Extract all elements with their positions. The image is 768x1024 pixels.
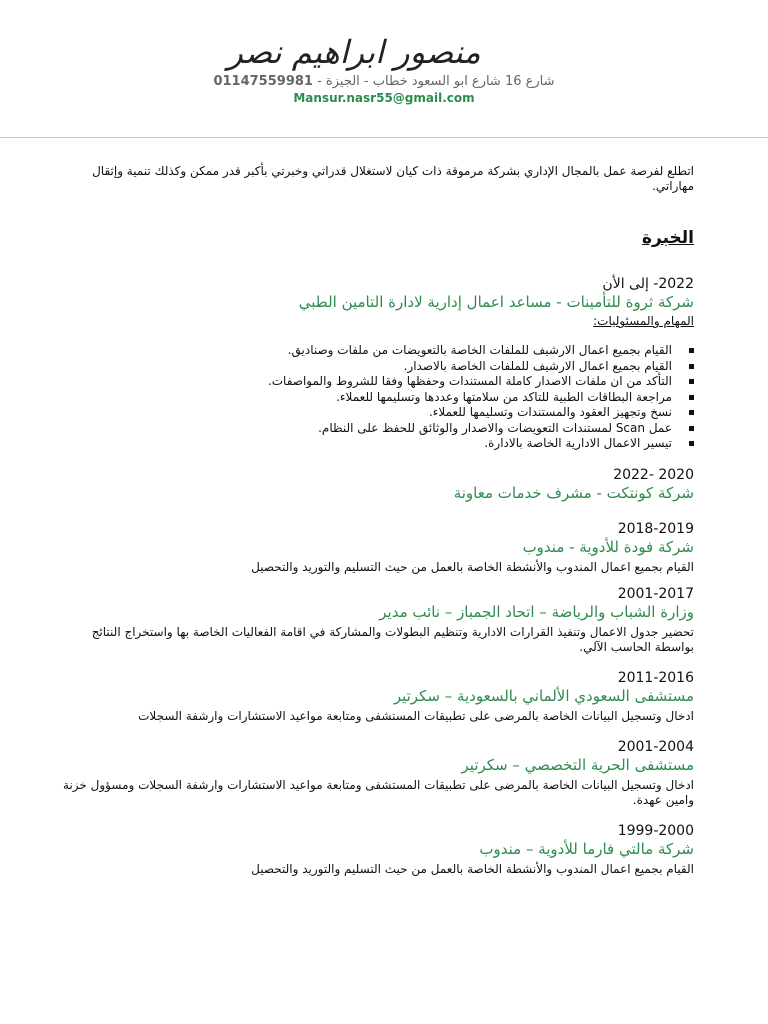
contact-line bbox=[0, 73, 768, 90]
task-item: نسخ وتجهيز العقود والمستندات وتسليمها للعملاء. bbox=[56, 405, 672, 421]
career-objective: اتطلع لفرصة عمل بالمجال الإداري بشركة مرموقة ذات كيان لاستغلال قدراتي وخبرتي بأكبر قدر ممكن وكذلك تنمية وإثقال مهاراتي. bbox=[92, 164, 694, 193]
job-description: ادخال وتسجيل البيانات الخاصة بالمرضى على تطبيقات المستشفى ومتابعة مواعيد الاستشارات وارشفة السجلات ومسؤول خزنة وامين عهدة. bbox=[63, 777, 694, 807]
job-entry bbox=[56, 738, 694, 808]
job-description: تحضير جدول الاعمال وتنفيذ القرارات الادارية وتنظيم البطولات والمشاركة في اقامة الفعاليات الخاصة بها واستخراج النتائج بواسطة الحاسب الآلي. bbox=[91, 624, 694, 654]
job-entry bbox=[56, 585, 694, 655]
task-item: القيام بجميع اعمال الارشيف للملفات الخاصة بالاصدار. bbox=[56, 359, 672, 375]
resume-body bbox=[56, 164, 694, 877]
candidate-name: منصور ابراهيم نصر bbox=[227, 33, 481, 71]
job-description: القيام بجميع اعمال المندوب والأنشطة الخاصة بالعمل من حيث التسليم والتوريد والتحصيل bbox=[251, 559, 694, 574]
job-years: 2018-2019 bbox=[617, 520, 694, 537]
job-title: مستشفى السعودي الألماني بالسعودية – سكرتير bbox=[393, 686, 694, 705]
job-entry bbox=[56, 822, 694, 877]
job-years: 2001-2017 bbox=[617, 585, 694, 602]
email-address: Mansur.nasr55@gmail.com bbox=[293, 91, 475, 105]
experience-heading: الخبرة bbox=[641, 228, 694, 248]
task-item: تيسير الاعمال الادارية الخاصة بالادارة. bbox=[56, 436, 672, 452]
responsibilities-label: المهام والمسئوليات: bbox=[593, 314, 694, 328]
job-title: شركة مالتي فارما للأدوية – مندوب bbox=[479, 839, 694, 858]
task-item: التأكد من ان ملفات الاصدار كاملة المستندات وحفظها وفقا للشروط والمواصفات. bbox=[56, 374, 672, 390]
header-divider bbox=[0, 137, 768, 138]
task-item: مراجعة البطاقات الطبية للتاكد من سلامتها وعددها وتسليمها للعملاء. bbox=[56, 390, 672, 406]
job-title: مستشفى الحرية التخصصي – سكرتير bbox=[461, 755, 694, 774]
job-title: وزارة الشباب والرياضة – اتحاد الجمباز – نائب مدير bbox=[379, 602, 694, 621]
job-entry bbox=[56, 520, 694, 575]
job-entry bbox=[56, 275, 694, 452]
job-description: ادخال وتسجيل البيانات الخاصة بالمرضى على تطبيقات المستشفى ومتابعة مواعيد الاستشارات وارشفة السجلات bbox=[138, 708, 694, 723]
phone-number: 01147559981 bbox=[213, 74, 313, 89]
job-title: شركة ثروة للتأمينات - مساعد اعمال إدارية لادارة التامين الطبي bbox=[298, 293, 694, 311]
job-years: 2022- إلى الأن bbox=[602, 276, 694, 292]
job-title: شركة فودة للأدوية - مندوب bbox=[522, 537, 694, 556]
job-years: 2011-2016 bbox=[617, 669, 694, 686]
job-description: القيام بجميع اعمال المندوب والأنشطة الخاصة بالعمل من حيث التسليم والتوريد والتحصيل bbox=[251, 861, 694, 876]
task-list bbox=[56, 343, 694, 452]
job-years: 2001-2004 bbox=[617, 738, 694, 755]
job-title: شركة كونتكت - مشرف خدمات معاونة bbox=[453, 483, 694, 502]
job-years: 1999-2000 bbox=[617, 822, 694, 839]
task-item: القيام بجميع اعمال الارشيف للملفات الخاصة بالتعويضات من ملفات وصناديق. bbox=[56, 343, 672, 359]
job-entry bbox=[56, 466, 694, 503]
job-entry bbox=[56, 669, 694, 724]
job-years: 2020 -2022 bbox=[613, 466, 694, 483]
resume-header bbox=[0, 32, 768, 106]
task-item: عمل Scan لمستندات التعويضات والاصدار والوثائق للحفظ على النظام. bbox=[56, 421, 672, 437]
address: شارع 16 شارع ابو السعود خطاب - الجيزة - bbox=[317, 74, 555, 89]
